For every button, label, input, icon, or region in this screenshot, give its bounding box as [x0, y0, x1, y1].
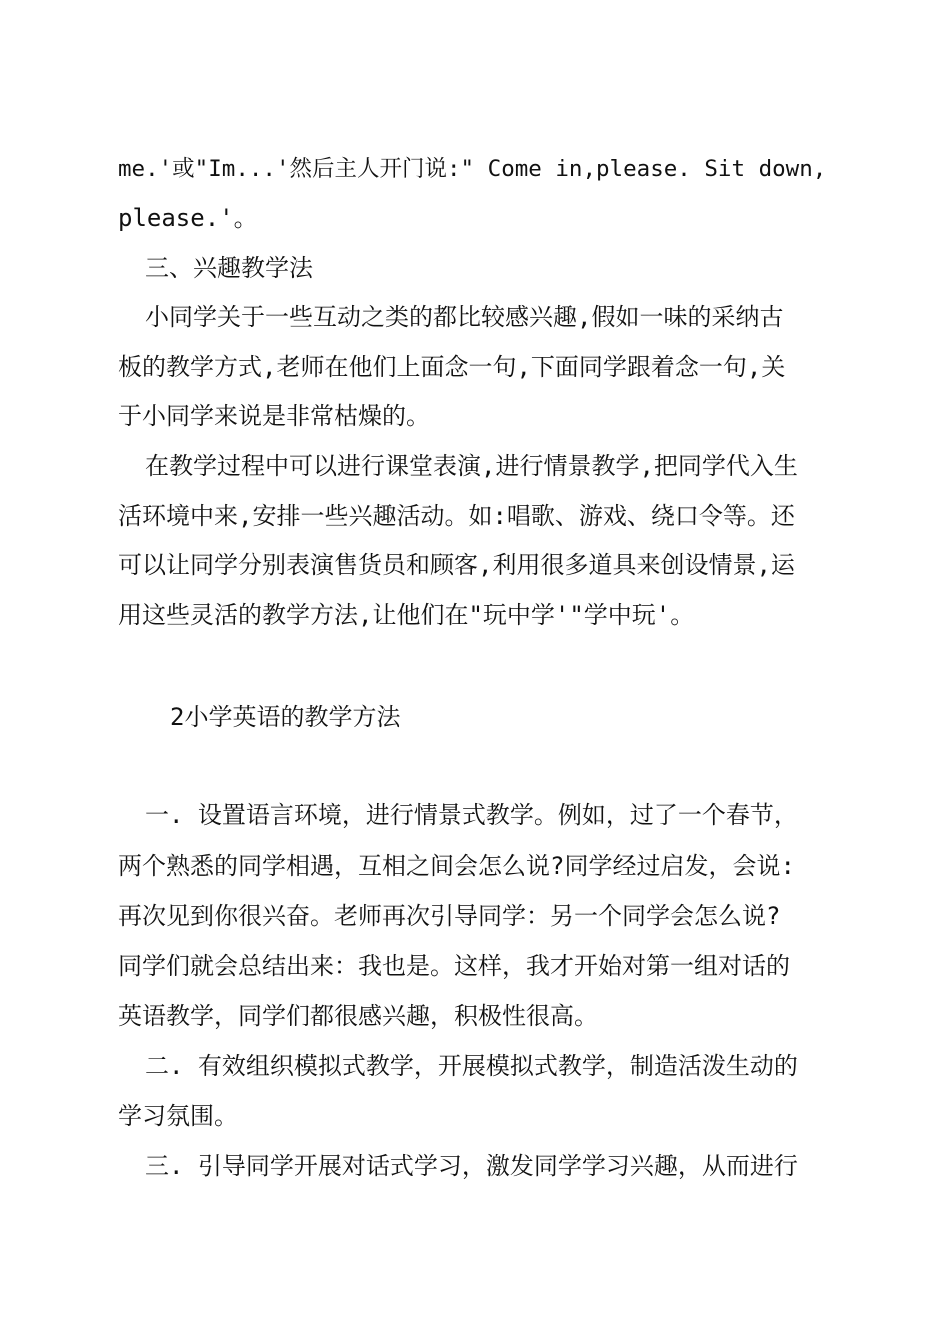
paragraph-line: 再次见到你很兴奋。老师再次引导同学：另一个同学会怎么说? [118, 902, 781, 930]
paragraph-line: 两个熟悉的同学相遇，互相之间会怎么说?同学经过启发，会说: [118, 852, 795, 880]
paragraph-line: 二. 有效组织模拟式教学，开展模拟式教学，制造活泼生动的 [145, 1052, 798, 1080]
paragraph-line: 英语教学，同学们都很感兴趣，积极性很高。 [118, 1002, 598, 1030]
paragraph-line: 在教学过程中可以进行课堂表演,进行情景教学,把同学代入生 [145, 452, 798, 480]
paragraph-line: 同学们就会总结出来：我也是。这样，我才开始对第一组对话的 [118, 952, 790, 980]
paragraph-line: 学习氛围。 [118, 1102, 238, 1130]
paragraph-line: me.'或"Im...'然后主人开门说:" Come in,please. Sit down, [118, 156, 827, 182]
paragraph-line: 三. 引导同学开展对话式学习，激发同学学习兴趣，从而进行 [145, 1152, 798, 1180]
paragraph-line: 板的教学方式,老师在他们上面念一句,下面同学跟着念一句,关 [118, 353, 786, 381]
paragraph-line: 用这些灵活的教学方法,让他们在"玩中学'"学中玩'。 [118, 601, 695, 629]
paragraph-line: 活环境中来,安排一些兴趣活动。如:唱歌、游戏、绕口令等。还 [118, 502, 795, 530]
paragraph-line: 于小同学来说是非常枯燥的。 [118, 402, 430, 430]
paragraph-line: 可以让同学分别表演售货员和顾客,利用很多道具来创设情景,运 [118, 551, 795, 579]
paragraph-line: 小同学关于一些互动之类的都比较感兴趣,假如一味的采纳古 [145, 303, 784, 331]
section-title: 2小学英语的教学方法 [170, 703, 401, 731]
paragraph-line: please.'。 [118, 204, 258, 232]
paragraph-line: 一. 设置语言环境，进行情景式教学。例如，过了一个春节， [145, 801, 798, 829]
section-heading: 三、兴趣教学法 [145, 254, 313, 282]
